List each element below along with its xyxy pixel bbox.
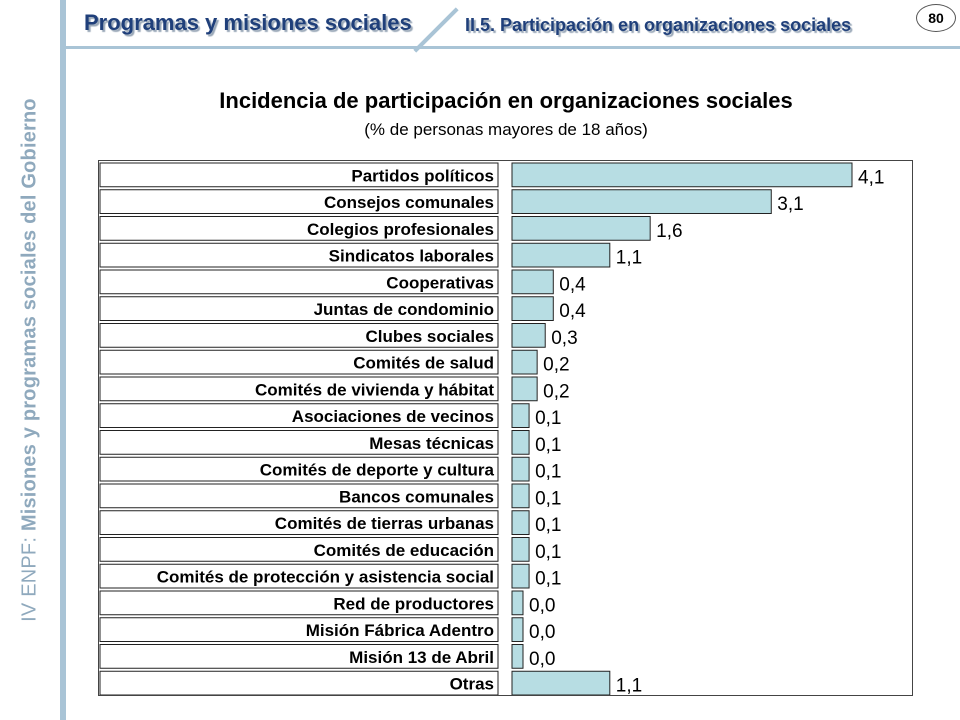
category-label: Comités de tierras urbanas [274, 514, 494, 534]
category-label: Otras [449, 674, 494, 694]
data-label: 0,0 [529, 622, 556, 644]
chart-frame [98, 160, 913, 696]
data-label: 0,3 [551, 327, 578, 349]
bar [512, 511, 529, 535]
bar [512, 484, 529, 508]
bar [512, 591, 523, 615]
category-label: Comités de salud [353, 353, 494, 373]
category-label: Misión 13 de Abril [349, 647, 494, 667]
data-label: 4,1 [858, 167, 885, 189]
bar [512, 163, 852, 187]
data-label: 0,1 [535, 488, 562, 510]
category-label-box [100, 671, 498, 695]
data-label: 1,6 [656, 220, 683, 242]
category-label: Comités de protección y asistencia social [156, 567, 494, 587]
bar [512, 404, 529, 428]
data-label: 3,1 [777, 194, 804, 216]
category-label: Consejos comunales [323, 193, 494, 213]
bar [512, 618, 523, 642]
chart-title: Incidencia de participación en organizaciones sociales [219, 88, 793, 113]
data-label: 0,0 [529, 648, 556, 670]
bar [512, 297, 553, 321]
category-label: Red de productores [333, 594, 494, 614]
sidebar-vertical-title [19, 98, 42, 622]
bar [512, 645, 523, 669]
data-label: 0,2 [543, 354, 570, 376]
category-label: Comités de vivienda y hábitat [254, 380, 494, 400]
category-label: Comités de deporte y cultura [259, 460, 494, 480]
category-label: Bancos comunales [339, 487, 494, 507]
page-number-badge: 80 [916, 4, 956, 32]
bar [512, 564, 529, 588]
bar [512, 457, 529, 481]
category-label: Asociaciones de vecinos [291, 407, 494, 427]
category-label: Mesas técnicas [369, 433, 494, 453]
bar [512, 671, 610, 695]
data-label: 0,1 [535, 408, 562, 430]
section-title: Programas y misiones sociales [84, 10, 412, 35]
bar [512, 350, 537, 374]
category-label: Colegios profesionales [306, 219, 494, 239]
bar [512, 270, 553, 294]
bar-chart [99, 161, 912, 695]
bar [512, 431, 529, 455]
data-label: 0,1 [535, 434, 562, 456]
sidebar-text: Misiones y programas sociales del Gobierno [18, 98, 41, 532]
data-label: 0,4 [559, 301, 586, 323]
category-label: Clubes sociales [365, 326, 494, 346]
chart-subtitle: (% de personas mayores de 18 años) [364, 120, 648, 139]
category-label: Juntas de condominio [313, 300, 494, 320]
bar [512, 190, 771, 214]
bar [512, 377, 537, 401]
left-accent-bar [60, 0, 66, 720]
data-label: 0,1 [535, 541, 562, 563]
bar [512, 324, 545, 348]
category-label: Comités de educación [313, 540, 494, 560]
data-label: 0,2 [543, 381, 570, 403]
bar [512, 243, 610, 267]
bar [512, 538, 529, 562]
data-label: 0,4 [559, 274, 586, 296]
data-label: 0,1 [535, 461, 562, 483]
data-label: 0,1 [535, 515, 562, 537]
data-label: 0,0 [529, 595, 556, 617]
sidebar-prefix: IV ENPF: [18, 536, 41, 622]
data-label: 1,1 [615, 675, 643, 695]
bar [512, 217, 650, 241]
category-label: Cooperativas [386, 273, 494, 293]
category-label: Sindicatos laborales [328, 246, 494, 266]
category-label: Misión Fábrica Adentro [305, 621, 494, 641]
subsection-title: II.5. Participación en organizaciones sociales [465, 15, 852, 35]
data-label: 0,1 [535, 568, 562, 590]
header-rule [66, 46, 960, 49]
category-label: Partidos políticos [351, 166, 494, 186]
data-label: 1,1 [615, 247, 643, 269]
